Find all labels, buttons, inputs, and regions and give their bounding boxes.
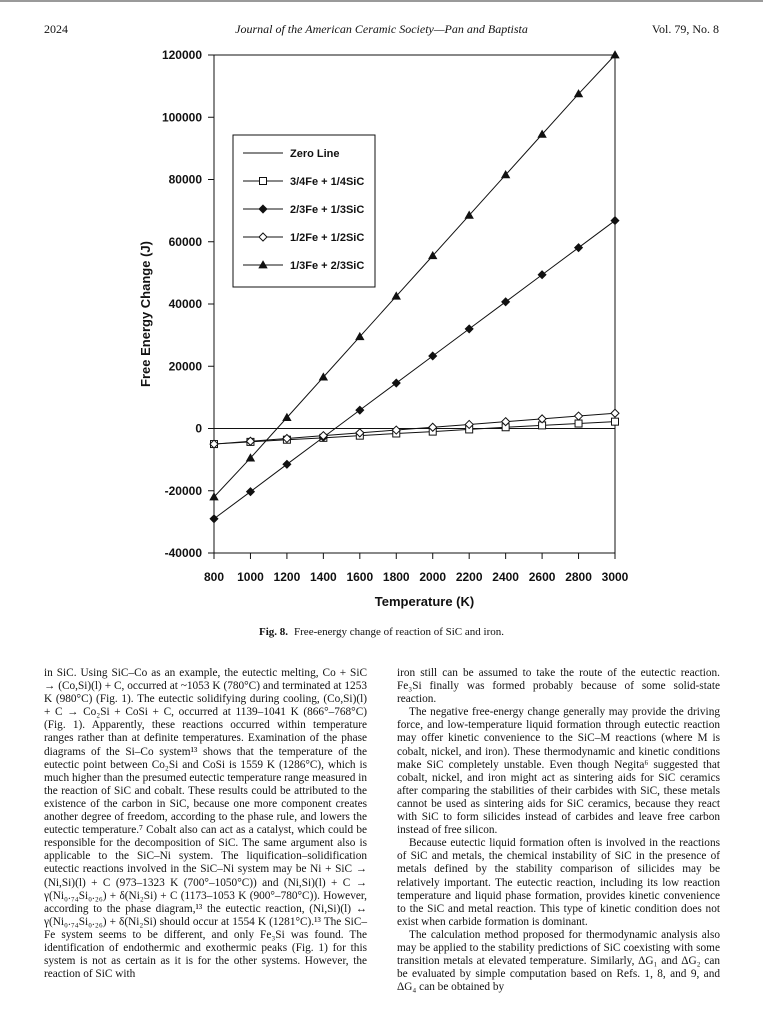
paragraph: The negative free-energy change generally may provide the driving force, and low-temperature liquid formation through eutectic reaction may offer kinetic convenience to the SiC–M reactions (where M is cobalt, nickel, and iron). These thermodynamic and kinetic conditions make SiC completely unstable. Even though Negita⁶ suggested that cobalt, nickel, and iron might act as sintering aids for SiC ceramics after comparing the stabilities of their carbides with SiC, these metals cannot be used as sintering aids for SiC ceramics, because they react with SiC to form silicides instead of carbides and leave free carbon instead of free silicon. [397, 706, 720, 837]
x-tick-label: 1600 [346, 570, 374, 584]
y-tick-label: -40000 [164, 546, 202, 560]
data-point [465, 325, 473, 333]
volume-issue: Vol. 79, No. 8 [651, 22, 719, 36]
data-point [356, 406, 364, 414]
data-point [575, 420, 582, 427]
x-tick-label: 1400 [310, 570, 337, 584]
body-column-left [44, 667, 367, 981]
y-tick-label: -20000 [164, 483, 202, 498]
plot-frame [214, 55, 615, 553]
y-axis-title: Free Energy Change (J) [138, 241, 153, 387]
paragraph: Because eutectic liquid formation often is involved in the reactions of SiC and metals, the chemical instability of SiC in the presence of metals defined by the stability comparison of silicides may be relatively important. The eutectic reaction, including its low reaction temperature and liquid phase formation, provides kinetic convenience to the SiC and metal reaction. This type of kinetic condition does not exist when carbide formation is dominant. [397, 837, 720, 928]
data-point [502, 298, 510, 306]
figure-caption-text: Free-energy change of reaction of SiC and iron. [294, 626, 504, 638]
data-point [611, 217, 619, 225]
figure-label: Fig. 8. [259, 626, 289, 638]
series-line [214, 422, 615, 444]
x-tick-label: 3000 [601, 570, 629, 584]
y-tick-label: 80000 [168, 172, 202, 187]
x-tick-label: 2800 [565, 570, 592, 584]
x-tick-label: 2600 [528, 570, 556, 584]
body-column-right [397, 667, 720, 994]
x-tick-label: 1000 [237, 570, 264, 584]
y-tick-label: 120000 [161, 48, 202, 62]
paragraph: in SiC. Using SiC–Co as an example, the eutectic melting, Co + SiC → (Co,Si)(l) + C, occurred at ~1053 K (780°C) and terminated at 1253 K (980°C) (Fig. 1). The eutectic solidifying during cooling, (Co,Si)(l) + C → Co₂Si + CoSi + C, occurred at 1139–1041 K (866°–768°C) (Fig. 1). Apparently, these reactions occurred within temperature ranges rather than at definite temperatures. Examination of the phase diagrams of the Si–Co system¹³ shows that the temperature of the eutectic point between Co₂Si and CoSi is 1559 K (1286°C), which is much higher than the presumed eutectic temperature range measured in the reaction of SiC and cobalt. These results could be attributed to the existence of the carbon in SiC, because one more component creates another degree of freedom, according to the phase rule, and lowers the eutectic temperature.⁷ Cobalt also can act as a catalyst, which could be responsible for the decomposition of SiC. The same argument also is applicable to the SiC–Ni system. The liquification–solidification eutectic reactions involved in the SiC–Ni system may be Ni + SiC → (Ni,Si)(l) + C (973–1323 K (700°–1050°C)) and (Ni,Si)(l) + C → γ(Ni₀.₇₄Si₀.₂₆) + δ(Ni₂Si) + C (1173–1053 K (900°–780°C)). However, according to the phase diagram,¹³ the eutectic reaction, (Ni,Si)(l) ↔ γ(Ni₀.₇₄Si₀.₂₆) + δ(Ni₂Si) should occur at 1554 K (1281°C).¹³ The SiC–Fe system seems to be different, and only Fe₃Si was found. The identification of endothermic and exothermic peaks (Fig. 1) for this system is not as certain as it is for the other systems. However, the reaction of SiC with [44, 667, 367, 981]
series-2 [211, 418, 619, 447]
x-tick-label: 2400 [492, 570, 519, 584]
page-number: 2024 [44, 22, 68, 36]
legend-label: 3/4Fe + 1/4SiC [290, 176, 365, 188]
data-point [283, 460, 291, 468]
y-tick-label: 0 [195, 421, 202, 436]
y-tick-label: 20000 [168, 359, 202, 374]
legend-label: 1/3Fe + 2/3SiC [290, 260, 365, 272]
x-tick-label: 2200 [455, 570, 483, 584]
running-header: Journal of the American Ceramic Society—Pan and Baptista [235, 22, 528, 36]
x-tick-label: 1200 [273, 570, 301, 584]
data-point [246, 488, 254, 496]
y-tick-label: 100000 [161, 110, 202, 125]
paragraph: iron still can be assumed to take the route of the eutectic reaction. Fe₃Si finally was formed probably because of some solid-state reaction. [397, 667, 720, 706]
x-tick-label: 800 [203, 570, 225, 584]
legend-marker [260, 178, 267, 185]
legend [233, 135, 375, 287]
data-point [611, 409, 619, 417]
paragraph: The calculation method proposed for thermodynamic analysis also may be applied to the stability predictions of SiC coexisting with some transition metals at elevated temperature. Similarly, ΔG₁ and ΔG₂ can be evaluated by simple computation based on Refs. 1, 8, and 9, and ΔG₄ can be obtained by [397, 928, 720, 994]
legend-label: Zero Line [290, 148, 340, 160]
x-tick-label: 2000 [419, 570, 447, 584]
data-point [392, 379, 400, 387]
data-point [429, 352, 437, 360]
y-tick-label: 60000 [168, 234, 202, 249]
x-axis-title: Temperature (K) [374, 594, 475, 609]
data-point [575, 244, 583, 252]
x-tick-label: 1800 [382, 570, 410, 584]
data-point [612, 418, 619, 425]
figure-caption [0, 626, 763, 638]
legend-label: 1/2Fe + 1/2SiC [290, 232, 365, 244]
data-point [210, 515, 218, 523]
data-point [575, 412, 583, 420]
data-point [538, 271, 546, 279]
y-tick-label: 40000 [168, 297, 202, 311]
legend-label: 2/3Fe + 1/3SiC [290, 204, 365, 216]
